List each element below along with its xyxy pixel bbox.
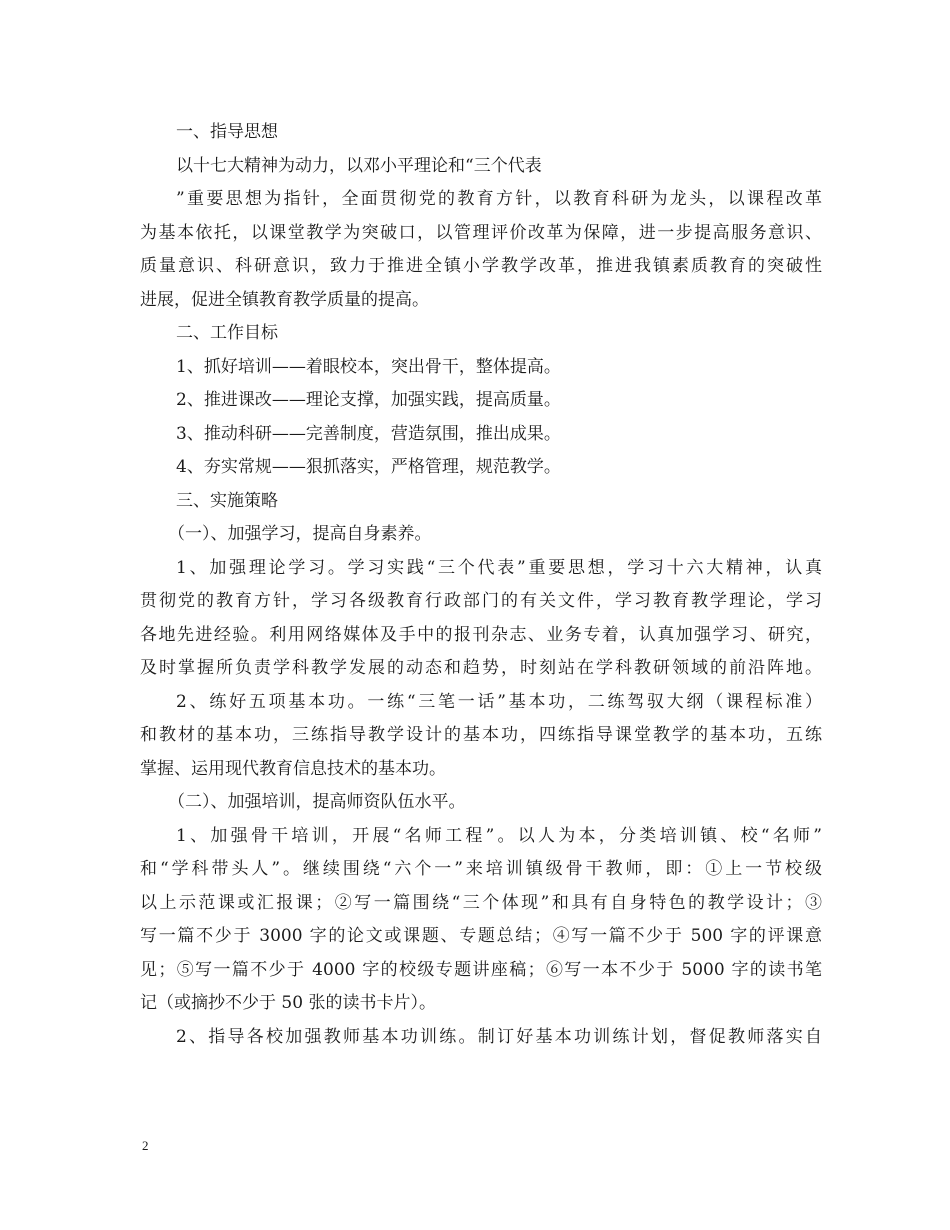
text-line: 1、抓好培训——着眼校本，突出骨干，整体提高。 [176, 356, 561, 377]
text-line: 以十七大精神为动力，以邓小平理论和“三个代表 [176, 155, 542, 176]
text-line: 和教材的基本功，三练指导教学设计的基本功，四练指导课堂教学的基本功，五练 [140, 725, 822, 745]
text-line: 以上示范课或汇报课；②写一篇围绕“三个体现”和具有自身特色的教学设计；③ [140, 892, 822, 913]
text-line: 掌握、运用现代教育信息技术的基本功。 [140, 758, 446, 779]
text-line: 质量意识、科研意识，致力于推进全镇小学教学改革，推进我镇素质教育的突破性 [140, 256, 822, 276]
text-line: 为基本依托，以课堂教学为突破口，以管理评价改革为保障，进一步提高服务意识、 [140, 222, 822, 243]
text-line: 记（或摘抄不少于 50 张的读书卡片）。 [140, 993, 436, 1013]
text-line: 贯彻党的教育方针，学习各级教育行政部门的有关文件，学习教育教学理论，学习 [140, 591, 822, 611]
text-line: ”重要思想为指针，全面贯彻党的教育方针，以教育科研为龙头，以课程改革 [176, 189, 822, 209]
text-line: 2、推进课改——理论支撑，加强实践，提高质量。 [176, 390, 561, 410]
text-line: 进展，促进全镇教育教学质量的提高。 [140, 289, 429, 310]
text-line: 各地先进经验。利用网络媒体及手中的报刊杂志、业务专着，认真加强学习、研究， [140, 624, 822, 645]
text-line: 二、工作目标 [176, 323, 278, 343]
text-line: 2、练好五项基本功。一练“三笔一话”基本功，二练驾驭大纲（课程标准） [176, 691, 822, 712]
text-line: 4、夯实常规——狠抓落实，严格管理，规范教学。 [176, 457, 561, 477]
text-line: 1、加强理论学习。学习实践“三个代表”重要思想，学习十六大精神，认真 [176, 557, 822, 578]
page-number: 2 [142, 1138, 149, 1153]
text-line: （一）、加强学习，提高自身素养。 [168, 524, 432, 544]
text-line: 1、加强骨干培训，开展“名师工程”。以人为本，分类培训镇、校“名师” [176, 825, 822, 846]
text-line: 写一篇不少于 3000 字的论文或课题、专题总结；④写一篇不少于 500 字的评课意 [140, 926, 822, 946]
text-line: 和“学科带头人”。继续围绕“六个一”来培训镇级骨干教师，即：①上一节校级 [140, 859, 822, 879]
text-line: （二）、加强培训，提高师资队伍水平。 [168, 792, 466, 812]
text-line: 一、指导思想 [176, 122, 278, 142]
text-line: 及时掌握所负责学科教学发展的动态和趋势，时刻站在学科教研领域的前沿阵地。 [140, 658, 822, 678]
text-line: 3、推动科研——完善制度，营造氛围，推出成果。 [176, 423, 561, 444]
text-line: 2、指导各校加强教师基本功训练。制订好基本功训练计划，督促教师落实自 [176, 1026, 822, 1047]
text-line: 三、实施策略 [176, 490, 278, 511]
document-body [140, 116, 822, 1054]
text-line: 见；⑤写一篇不少于 4000 字的校级专题讲座稿；⑥写一本不少于 5000 字的读书笔 [140, 959, 822, 980]
